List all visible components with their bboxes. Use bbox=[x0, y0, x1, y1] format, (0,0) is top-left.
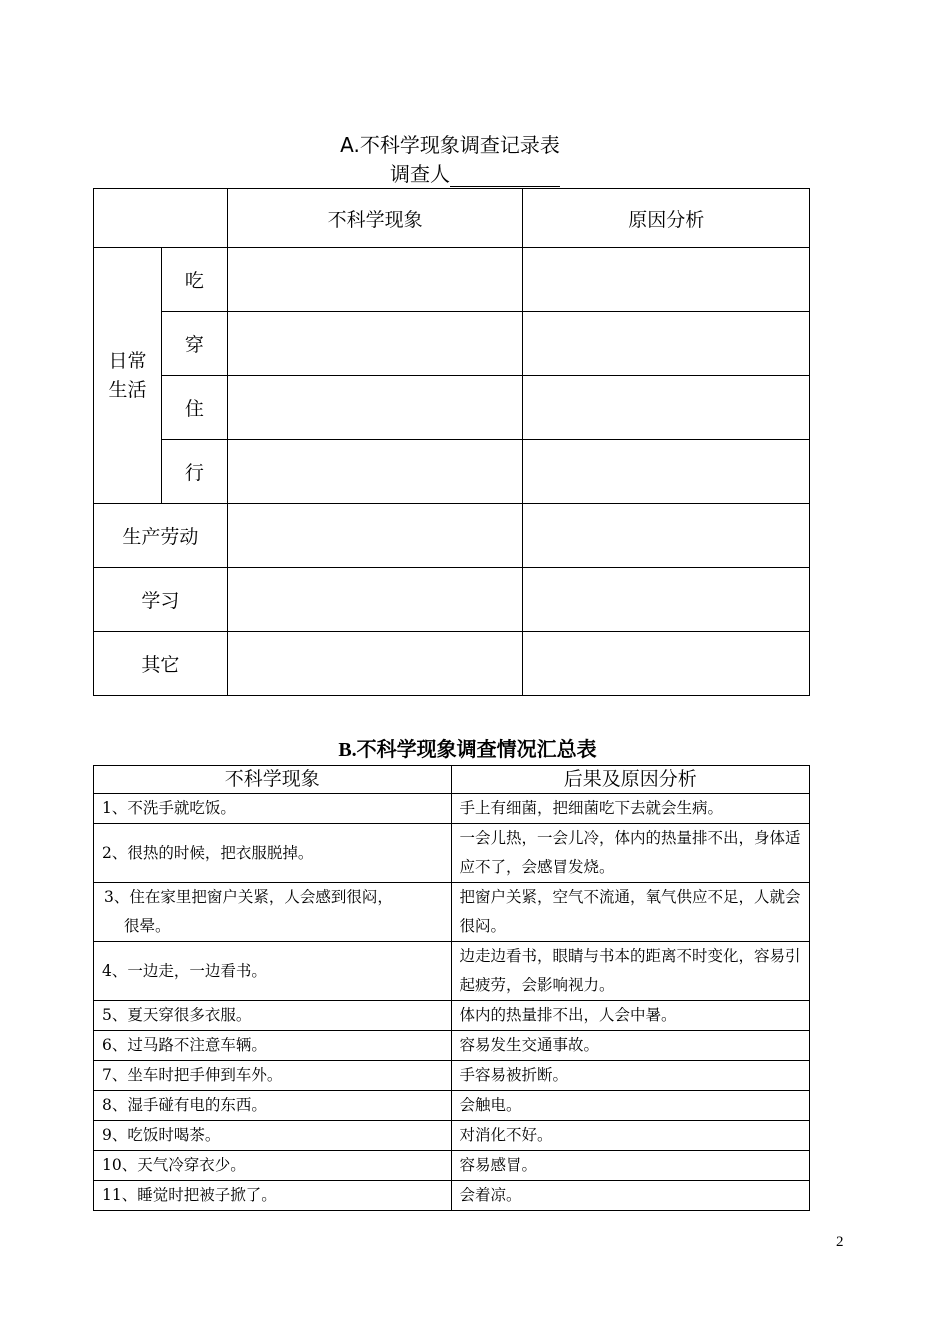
phenomenon-cell: 11、睡觉时把被子掀了。 bbox=[94, 1181, 452, 1211]
table-row bbox=[94, 1001, 810, 1031]
table-b-title-text: B.不科学现象调查情况汇总表 bbox=[338, 739, 597, 761]
analysis-cell: 手容易被折断。 bbox=[451, 1061, 809, 1091]
daily-item-label: 住 bbox=[161, 376, 227, 440]
table-a-corner-cell bbox=[94, 189, 228, 248]
table-a-title bbox=[0, 132, 950, 158]
record-cell bbox=[227, 632, 523, 696]
analysis-cell: 会着凉。 bbox=[451, 1181, 809, 1211]
phenomenon-cell: 5、夏天穿很多衣服。 bbox=[94, 1001, 452, 1031]
table-a-row-study bbox=[94, 568, 810, 632]
analysis-cell: 一会儿热，一会儿冷，体内的热量排不出，身体适应不了，会感冒发烧。 bbox=[451, 824, 809, 883]
analysis-cell: 对消化不好。 bbox=[451, 1121, 809, 1151]
table-b-title bbox=[0, 737, 950, 763]
record-cell bbox=[523, 376, 810, 440]
phenomenon-text-continued: 很晕。 bbox=[124, 917, 171, 935]
phenomenon-cell: 9、吃饭时喝茶。 bbox=[94, 1121, 452, 1151]
table-a-header-analysis: 原因分析 bbox=[523, 189, 810, 248]
category-label: 学习 bbox=[94, 568, 228, 632]
table-a-row-production bbox=[94, 504, 810, 568]
table-row bbox=[94, 883, 810, 942]
table-a-row-other bbox=[94, 632, 810, 696]
phenomenon-cell: 10、天气冷穿衣少。 bbox=[94, 1151, 452, 1181]
record-cell bbox=[523, 504, 810, 568]
analysis-cell: 把窗户关紧，空气不流通，氧气供应不足，人就会很闷。 bbox=[451, 883, 809, 942]
record-cell bbox=[523, 440, 810, 504]
category-label: 生产劳动 bbox=[94, 504, 228, 568]
daily-life-label-line2: 生活 bbox=[108, 378, 147, 401]
phenomenon-cell: 6、过马路不注意车辆。 bbox=[94, 1031, 452, 1061]
table-a-row-live bbox=[94, 376, 810, 440]
table-row bbox=[94, 1121, 810, 1151]
table-b-header-analysis: 后果及原因分析 bbox=[451, 766, 809, 794]
record-cell bbox=[227, 440, 523, 504]
analysis-cell: 手上有细菌，把细菌吃下去就会生病。 bbox=[451, 794, 809, 824]
table-a-title-text: A.不科学现象调查记录表 bbox=[340, 133, 560, 157]
table-row bbox=[94, 824, 810, 883]
record-cell bbox=[523, 248, 810, 312]
daily-life-label bbox=[94, 248, 162, 504]
table-b-header-row bbox=[94, 766, 810, 794]
table-row bbox=[94, 794, 810, 824]
table-row bbox=[94, 942, 810, 1001]
table-a-row-eat bbox=[94, 248, 810, 312]
survey-record-table bbox=[93, 188, 810, 696]
phenomenon-cell: 2、很热的时候，把衣服脱掉。 bbox=[94, 824, 452, 883]
investigator-label: 调查人 bbox=[390, 162, 450, 186]
analysis-cell: 容易感冒。 bbox=[451, 1151, 809, 1181]
phenomenon-cell: 7、坐车时把手伸到车外。 bbox=[94, 1061, 452, 1091]
record-cell bbox=[227, 312, 523, 376]
phenomenon-text: 3、住在家里把窗户关紧，人会感到很闷， bbox=[104, 888, 393, 906]
table-row bbox=[94, 1151, 810, 1181]
analysis-cell: 体内的热量排不出，人会中暑。 bbox=[451, 1001, 809, 1031]
record-cell bbox=[523, 568, 810, 632]
investigator-blank bbox=[450, 164, 560, 187]
table-a-row-wear bbox=[94, 312, 810, 376]
analysis-cell: 容易发生交通事故。 bbox=[451, 1031, 809, 1061]
phenomenon-cell: 4、一边走，一边看书。 bbox=[94, 942, 452, 1001]
record-cell bbox=[523, 312, 810, 376]
table-b-header-phenomenon: 不科学现象 bbox=[94, 766, 452, 794]
investigator-field bbox=[390, 161, 560, 187]
phenomenon-cell bbox=[94, 883, 452, 942]
table-a-header-row bbox=[94, 189, 810, 248]
analysis-cell: 会触电。 bbox=[451, 1091, 809, 1121]
daily-item-label: 穿 bbox=[161, 312, 227, 376]
record-cell bbox=[227, 568, 523, 632]
phenomenon-cell: 1、不洗手就吃饭。 bbox=[94, 794, 452, 824]
table-row bbox=[94, 1091, 810, 1121]
daily-item-label: 行 bbox=[161, 440, 227, 504]
table-row bbox=[94, 1181, 810, 1211]
record-cell bbox=[227, 376, 523, 440]
table-row bbox=[94, 1031, 810, 1061]
daily-life-label-line1: 日常 bbox=[108, 349, 147, 372]
category-label: 其它 bbox=[94, 632, 228, 696]
daily-item-label: 吃 bbox=[161, 248, 227, 312]
page-number: 2 bbox=[836, 1234, 844, 1250]
survey-summary-table bbox=[93, 765, 810, 1211]
phenomenon-cell: 8、湿手碰有电的东西。 bbox=[94, 1091, 452, 1121]
table-a-row-travel bbox=[94, 440, 810, 504]
record-cell bbox=[523, 632, 810, 696]
analysis-cell: 边走边看书，眼睛与书本的距离不时变化，容易引起疲劳，会影响视力。 bbox=[451, 942, 809, 1001]
table-a-header-phenomenon: 不科学现象 bbox=[227, 189, 523, 248]
record-cell bbox=[227, 504, 523, 568]
table-row bbox=[94, 1061, 810, 1091]
record-cell bbox=[227, 248, 523, 312]
